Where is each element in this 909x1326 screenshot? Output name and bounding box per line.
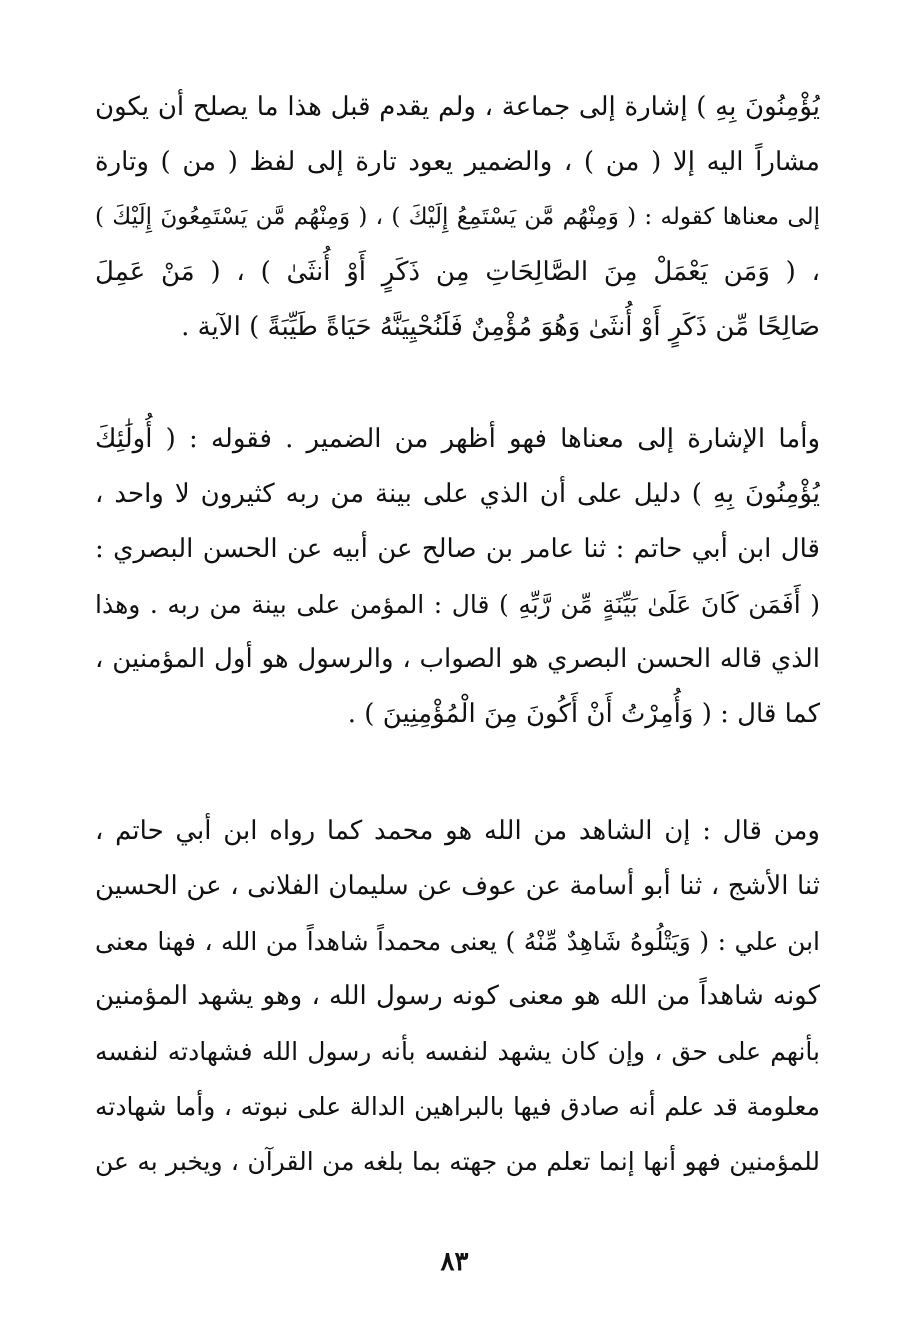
text-line: للمؤمنين فهو أنها إنما تعلم من جهته بما بلغه من القرآن ، ويخبر به عن [95, 1147, 820, 1176]
text-line: ، ( وَمَن يَعْمَلْ مِنَ الصَّالِحَاتِ مِن ذَكَرٍ أَوْ أُنثَىٰ ) ، ( مَنْ عَمِلَ [95, 257, 820, 287]
text-line: مشاراً اليه إلا ( من ) ، والضمير يعود تارة إلى لفظ ( من ) وتارة [95, 147, 820, 177]
text-line: يُؤْمِنُونَ بِهِ ) إشارة إلى جماعة ، ولم يقدم قبل هذا ما يصلح أن يكون [95, 92, 820, 122]
text-line: ابن علي : ( وَيَتْلُوهُ شَاهِدٌ مِّنْهُ ) يعنى محمداً شاهداً من الله ، فهنا معنى [95, 927, 820, 956]
text-line: بأنهم على حق ، وإن كان يشهد لنفسه بأنه رسول الله فشهادته لنفسه [95, 1037, 820, 1066]
text-line: كونه شاهداً من الله هو معنى كونه رسول الله ، وهو يشهد المؤمنين [95, 981, 820, 1011]
text-line: كما قال : ( وَأُمِرْتُ أَنْ أَكُونَ مِنَ الْمُؤْمِنِينَ ) . [347, 699, 820, 729]
page-number: ٨٣ [440, 1247, 469, 1277]
text-line: إلى معناها كقوله : ( وَمِنْهُم مَّن يَسْتَمِعُ إِلَيْكَ ) ، ( وَمِنْهُم مَّن يَسْتَمِعُونَ إِلَيْكَ ) [95, 204, 820, 230]
text-line: ثنا الأشج ، ثنا أبو أسامة عن عوف عن سليمان الفلانى ، عن الحسين [95, 871, 820, 901]
text-line: يُؤْمِنُونَ بِهِ ) دليل على أن الذي على بينة من ربه كثيرون لا واحد ، [95, 479, 820, 509]
paragraph-3 [95, 804, 820, 1189]
text-line: ومن قال : إن الشاهد من الله هو محمد كما رواه ابن أبي حاتم ، [95, 816, 820, 846]
text-line: قال ابن أبي حاتم : ثنا عامر بن صالح عن أبيه عن الحسن البصري : [95, 534, 820, 564]
text-line: معلومة قد علم أنه صادق فيها بالبراهين الدالة على نبوته ، وأما شهادته [95, 1092, 820, 1121]
paragraph-2 [95, 412, 820, 742]
text-line: ( أَفَمَن كَانَ عَلَىٰ بَيِّنَةٍ مِّن رَّبِّهِ ) قال : المؤمن على بينة من ربه . وهذا [95, 590, 820, 619]
text-line: الذي قاله الحسن البصري هو الصواب ، والرسول هو أول المؤمنين ، [95, 644, 820, 674]
paragraph-1 [95, 80, 820, 355]
text-line: وأما الإشارة إلى معناها فهو أظهر من الضمير . فقوله : ( أُولَٰئِكَ [95, 424, 820, 454]
text-line: صَالِحًا مِّن ذَكَرٍ أَوْ أُنثَىٰ وَهُوَ مُؤْمِنٌ فَلَنُحْيِيَنَّهُ حَيَاةً طَيِّبَةً ) الآية . [181, 312, 820, 342]
